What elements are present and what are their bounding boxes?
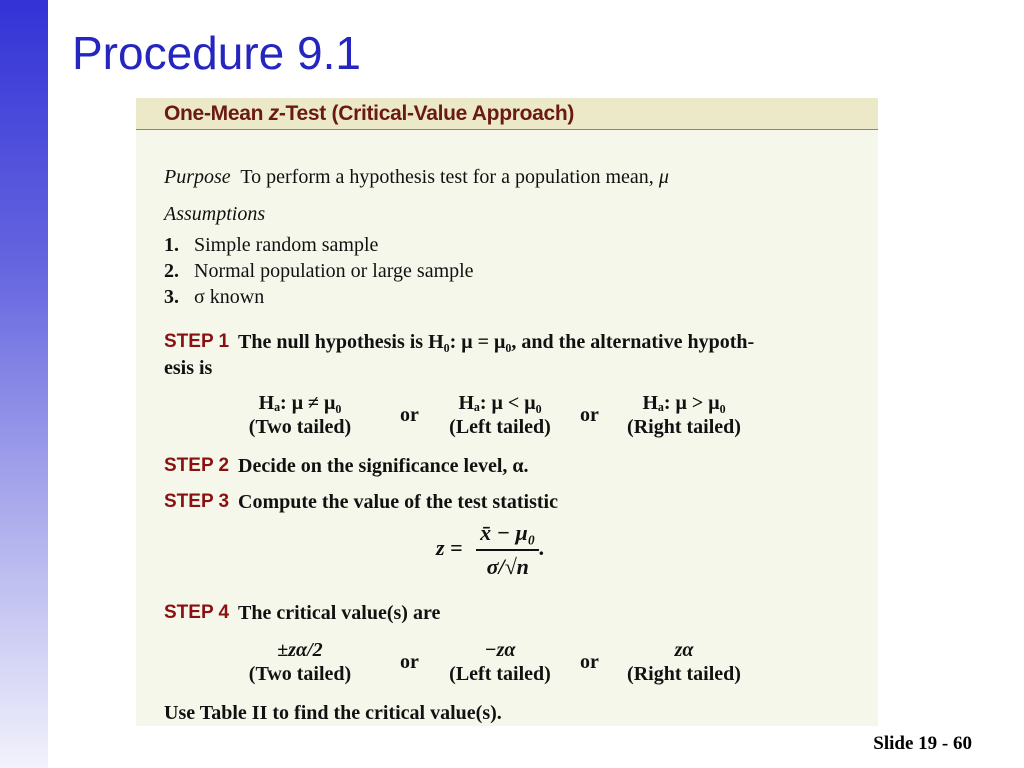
or-word: or (400, 404, 419, 426)
side-gradient-bar (0, 0, 48, 768)
step-3-text: Compute the value of the test statistic (238, 491, 558, 513)
or-word: or (400, 651, 419, 673)
assumption-item: 2. Normal population or large sample (164, 260, 474, 282)
hypothesis-two-tailed: Hₐ: μ ≠ μ₀ (Two tailed) (248, 392, 352, 438)
critical-value-left-tailed: −zα (Left tailed) (449, 639, 551, 685)
slide-title: Procedure 9.1 (72, 27, 361, 79)
final-note: Use Table II to find the critical value(s). (164, 702, 502, 724)
slide-number: Slide 19 - 60 (873, 733, 972, 754)
assumptions-heading: Assumptions (164, 203, 266, 225)
assumption-item: 3. σ known (164, 286, 265, 308)
test-statistic-formula: z = $\frac{\text{x̄ − μ₀}}{\sigma/√n}$ . (436, 520, 545, 579)
step-1-text: The null hypothesis is H₀: μ = μ₀, and the alternative hypoth- (238, 331, 755, 353)
or-word: or (580, 651, 599, 673)
formula-fraction: $\frac{\text{x̄ − μ₀}}{\sigma/√n}$ (476, 520, 539, 580)
hypothesis-right-tailed: Hₐ: μ > μ₀ (Right tailed) (627, 392, 741, 438)
purpose-label: Purpose (164, 166, 231, 188)
purpose-line (164, 166, 669, 189)
assumption-item: 1. Simple random sample (164, 234, 379, 256)
step-4-text: The critical value(s) are (238, 602, 441, 624)
step-2-label: STEP 2 (164, 455, 230, 476)
purpose-text: To perform a hypothesis test for a population mean, (240, 166, 659, 188)
critical-value-right-tailed: zα (Right tailed) (627, 639, 741, 685)
or-word: or (580, 404, 599, 426)
step-4-label: STEP 4 (164, 602, 230, 623)
panel-title: One-Mean z-Test (Critical-Value Approach) (164, 102, 575, 125)
step-3-label: STEP 3 (164, 491, 230, 512)
critical-value-two-tailed: ±zα/2 (Two tailed) (248, 639, 352, 685)
panel-header (136, 98, 878, 130)
procedure-panel (136, 98, 878, 726)
step-1-label: STEP 1 (164, 331, 230, 352)
purpose-symbol: μ (658, 166, 669, 188)
step-2-text: Decide on the significance level, α. (238, 455, 529, 477)
hypothesis-left-tailed: Hₐ: μ < μ₀ (Left tailed) (449, 392, 551, 438)
step-1-continuation: esis is (164, 357, 213, 379)
